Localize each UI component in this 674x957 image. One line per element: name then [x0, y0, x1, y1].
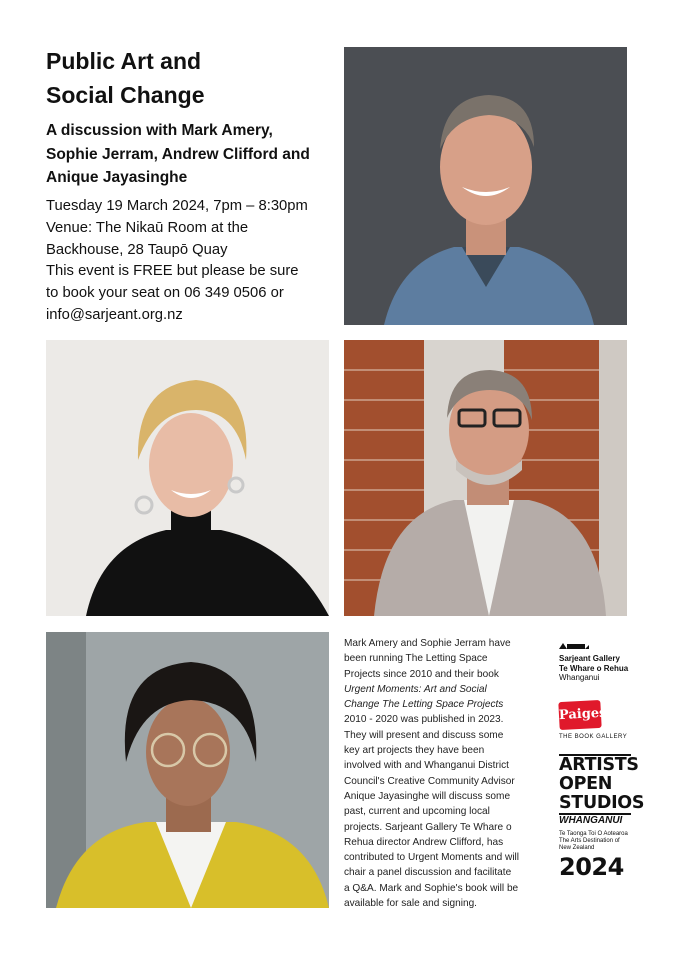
portrait-2-image [46, 340, 329, 616]
portrait-photo-4 [46, 632, 329, 908]
event-subtitle: A discussion with Mark Amery, Sophie Jerram, Andrew Clifford and Anique Jayasinghe [46, 122, 310, 186]
event-title: Public Art and Social Change [46, 48, 205, 108]
event-venue: Venue: The Nikaū Room at the [46, 219, 249, 236]
event-date: Tuesday 19 March 2024, 7pm – 8:30pm [46, 198, 308, 214]
portrait-photo-1 [344, 47, 627, 325]
event-booking-email[interactable]: info@sarjeant.org.nz [46, 306, 183, 323]
portrait-3-image [344, 340, 627, 616]
sarjeant-gallery-logo: Sarjeant Gallery Te Whare o Rehua Whanganui [559, 654, 629, 682]
portrait-photo-3 [344, 340, 627, 616]
event-booking-note: This event is FREE but please be sure [46, 263, 299, 280]
event-venue-address: Backhouse, 28 Taupō Quay [46, 241, 228, 258]
book-gallery-text: THE BOOK GALLERY [559, 733, 628, 740]
year-text: 2024 [559, 852, 624, 881]
sponsor-logos [558, 636, 645, 881]
portrait-1-image [344, 47, 627, 325]
sarjeant-gallery-building-icon [559, 641, 589, 649]
paiges-logo: Paiges [558, 699, 601, 729]
whanganui-text: WHANGANUI [559, 813, 631, 827]
portrait-photo-2 [46, 340, 329, 616]
artists-open-studios-logo: ARTISTS OPEN STUDIOS [559, 754, 645, 813]
event-info [46, 196, 338, 327]
portrait-4-image [46, 632, 329, 908]
event-booking-phone: to book your seat on 06 349 0506 or [46, 285, 284, 302]
event-description: Mark Amery and Sophie Jerram have been running The Letting Space Projects since 2010 and their book Urgent Moments: Art and Social Change The Letting Space Projects 2010 - 2020 was published in 2023. They will present and discuss some key art projects they have been involved with and Whanganui District Council's Creative Community Advisor Anique Jayasinghe will discuss some past, current and upcoming local projects. Sarjeant Gallery Te Whare o Rehua director Andrew Clifford, has contributed to Urgent Moments and will chair a panel discussion and facilitate a Q&A. Mark and Sophie's book will be available for sale and signing. [344, 638, 520, 910]
te-taonga-toi-text: Te Taonga Toi O Aotearoa The Arts Destination of New Zealand [559, 830, 628, 851]
